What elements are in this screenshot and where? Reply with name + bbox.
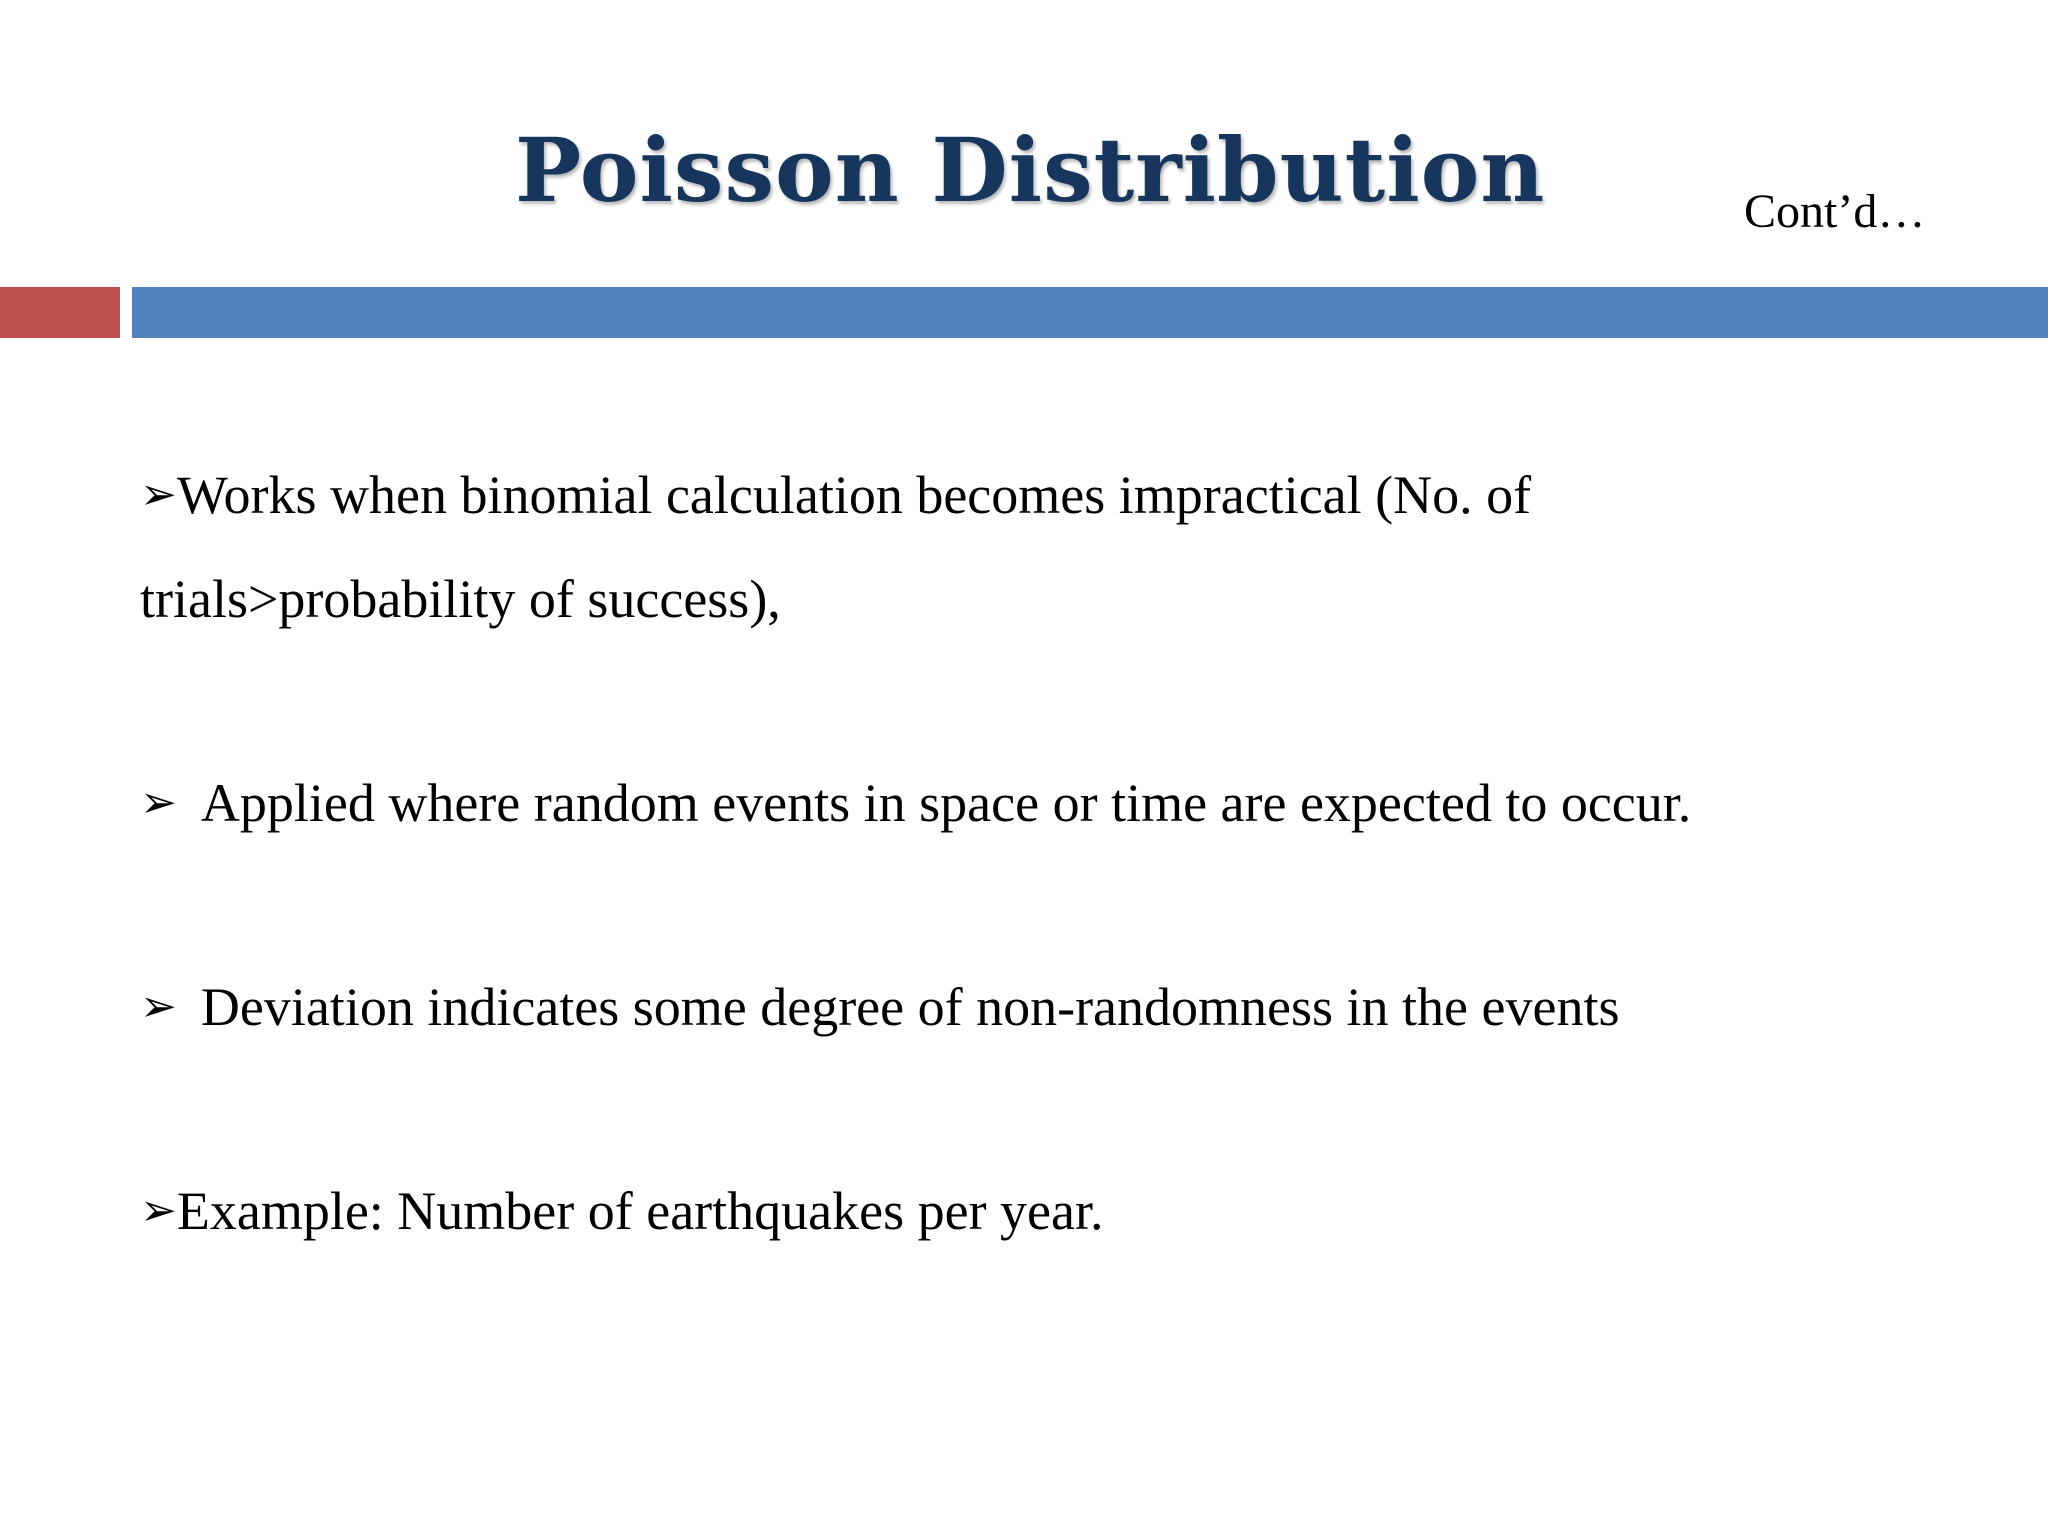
bullet-4 — [140, 1181, 1104, 1241]
accent-bar-red — [0, 287, 120, 338]
accent-bar-blue — [132, 287, 2048, 338]
bullet-arrow-icon: ➢ — [140, 777, 177, 828]
bullet-1 — [140, 465, 1532, 525]
bullet-arrow-icon: ➢ — [140, 469, 177, 520]
bullet-3-text: Deviation indicates some degree of non-randomness in the events — [200, 977, 1620, 1037]
slide-title: Poisson Distribution — [515, 118, 1546, 222]
continued-label: Cont’d… — [1744, 185, 1926, 238]
bullet-2-text: Applied where random events in space or time are expected to occur. — [200, 773, 1692, 833]
bullet-arrow-icon: ➢ — [140, 1185, 177, 1236]
bullet-4-text: Example: Number of earthquakes per year. — [176, 1181, 1104, 1241]
bullet-3 — [140, 977, 1620, 1037]
bullet-arrow-icon: ➢ — [140, 981, 177, 1032]
bullet-1-continuation — [140, 569, 781, 629]
bullet-2 — [140, 773, 1692, 833]
bullet-1-line-1: Works when binomial calculation becomes impractical (No. of — [176, 465, 1532, 525]
bullet-1-line-2: trials>probability of success), — [140, 569, 781, 629]
